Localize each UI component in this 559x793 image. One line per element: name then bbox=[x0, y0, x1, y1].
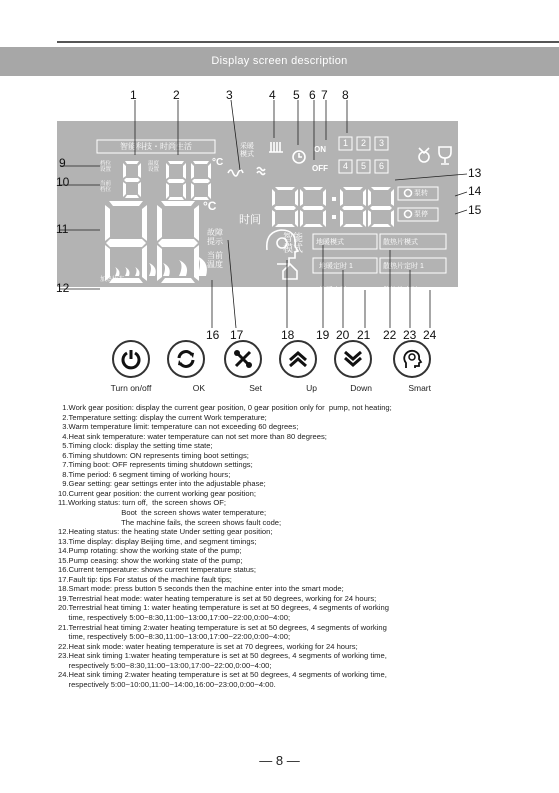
off-label: OFF bbox=[312, 164, 328, 173]
description-item: 16.Current temperature: shows current temperature status; bbox=[58, 565, 256, 575]
pump-rotating-label: 泵转 bbox=[414, 190, 428, 197]
callout-21: 21 bbox=[357, 328, 371, 342]
description-item: The machine fails, the screen shows fault code; bbox=[58, 517, 282, 527]
callout-17: 17 bbox=[230, 328, 244, 342]
set-button[interactable] bbox=[224, 340, 262, 396]
celsius-big: °C bbox=[203, 199, 217, 213]
period-2: 2 bbox=[360, 138, 366, 148]
callout-11: 11 bbox=[56, 222, 69, 236]
time-label: 时间 bbox=[239, 214, 261, 226]
heating-status-label: 加热状态 bbox=[100, 277, 125, 283]
pump-stop-label: 泵停 bbox=[414, 211, 428, 218]
callout-19: 19 bbox=[316, 328, 330, 342]
description-item: time, respectively 5:00~8:30,11:00~13:00,17:00~22:00,0:00~4:00; bbox=[58, 632, 291, 642]
callout-16: 16 bbox=[206, 328, 220, 342]
description-item: 23.Heat sink timing 1:water heating temperature is set at 50 degrees, 4 segments of working time, bbox=[58, 651, 387, 661]
ok-button[interactable] bbox=[167, 340, 205, 396]
turn-on-off-button[interactable] bbox=[112, 340, 150, 396]
on-label: ON bbox=[314, 145, 326, 154]
description-item: 6.Timing shutdown: ON represents timing boot settings; bbox=[58, 450, 249, 460]
callout-15: 15 bbox=[468, 203, 482, 217]
chevron-down-icon bbox=[334, 340, 372, 378]
description-item: Boot the screen shows water temperature; bbox=[58, 508, 267, 518]
power-icon bbox=[112, 340, 150, 378]
callout-24: 24 bbox=[423, 328, 437, 342]
callout-4: 4 bbox=[269, 88, 276, 102]
page-number: — 8 — bbox=[259, 753, 300, 768]
floor-timing-1-label: 地暖定时 1 bbox=[319, 263, 353, 270]
description-item: 5.Timing clock: display the setting time state; bbox=[58, 441, 213, 451]
description-item: 7.Timing boot: OFF represents timing shutdown settings; bbox=[58, 460, 253, 470]
callout-22: 22 bbox=[383, 328, 397, 342]
callout-18: 18 bbox=[281, 328, 295, 342]
tools-icon bbox=[224, 340, 262, 378]
callout-8: 8 bbox=[342, 88, 349, 102]
section-title-banner: Display screen description bbox=[0, 47, 559, 76]
callout-5: 5 bbox=[293, 88, 300, 102]
description-list bbox=[58, 403, 528, 689]
current-gear-label: 当前 档位 bbox=[100, 181, 112, 193]
callout-3: 3 bbox=[226, 88, 233, 102]
description-item: 9.Gear setting: gear settings enter into the adjustable phase; bbox=[58, 479, 266, 489]
heat-sink-timing-1-label: 散热片定时 1 bbox=[383, 263, 424, 270]
ok-label: OK bbox=[192, 383, 205, 393]
floor-timing-2-label: 地暖定时 2 bbox=[319, 287, 353, 294]
description-item: 10.Current gear position: the current working gear position; bbox=[58, 488, 256, 498]
description-item: 17.Fault tip: tips For status of the machine fault tips; bbox=[58, 574, 232, 584]
description-item: 20.Terrestrial heat timing 1: water heating temperature is set at 50 degrees, 4 segments of working bbox=[58, 603, 389, 613]
current-temperature-label: 当前 温度 bbox=[207, 251, 223, 269]
warm-mode-label: 采暖 模式 bbox=[240, 143, 254, 158]
description-item: 11.Working status: turn off, the screen shows OF; bbox=[58, 498, 226, 508]
refresh-icon bbox=[167, 340, 205, 378]
description-item: 18.Smart mode: press button 5 seconds then the machine enter into the smart mode; bbox=[58, 584, 344, 594]
description-item: time, respectively 5:00~8:30,11:00~13:00,17:00~22:00,0:00~4:00; bbox=[58, 613, 291, 623]
callout-12: 12 bbox=[56, 281, 70, 295]
chevron-up-icon bbox=[279, 340, 317, 378]
callout-7: 7 bbox=[321, 88, 328, 102]
description-item: respectively 5:00~10:00,11:00~14:00,16:00~23:00,0:00~4:00. bbox=[58, 679, 276, 689]
set-label: Set bbox=[249, 383, 262, 393]
period-3: 3 bbox=[378, 138, 384, 148]
description-item: 1.Work gear position: display the current gear position, 0 gear position only for pump, not heating; bbox=[58, 403, 392, 412]
floor-heat-mode-label: 地暖模式 bbox=[316, 239, 344, 246]
description-item: 12.Heating status: the heating state Under setting gear position; bbox=[58, 527, 273, 537]
callout-1: 1 bbox=[130, 88, 137, 102]
up-button[interactable] bbox=[279, 340, 317, 396]
heat-sink-timing-2-label: 散热片定时 2 bbox=[383, 287, 424, 294]
description-item: 4.Heat sink temperature: water temperature can not set more than 80 degrees; bbox=[58, 431, 327, 441]
heat-sink-mode-label: 散热片模式 bbox=[383, 239, 418, 246]
smart-button[interactable] bbox=[393, 340, 431, 396]
smart-label: Smart bbox=[408, 383, 431, 393]
description-item: 14.Pump rotating: show the working state of the pump; bbox=[58, 546, 242, 556]
description-item: 24.Heat sink timing 2:water heating temperature is set at 50 degrees, 4 segments of working time, bbox=[58, 670, 387, 680]
description-item: 22.Heat sink mode: water heating temperature is set at 70 degrees, working for 24 hours; bbox=[58, 641, 358, 651]
period-1: 1 bbox=[342, 138, 348, 148]
description-item: 2.Temperature setting: display the current Work temperature; bbox=[58, 412, 267, 422]
description-item: 8.Time period: 6 segment timing of working hours; bbox=[58, 469, 231, 479]
down-button[interactable] bbox=[334, 340, 372, 396]
smart-mode-label: 智能 模式 bbox=[283, 233, 303, 255]
description-item: 13.Time display: display Beijing time, and segment timings; bbox=[58, 536, 257, 546]
callout-10: 10 bbox=[56, 175, 70, 189]
callout-9: 9 bbox=[59, 156, 66, 170]
callout-6: 6 bbox=[309, 88, 316, 102]
fault-tip-label: 故障 提示 bbox=[207, 228, 223, 246]
down-label: Down bbox=[350, 383, 372, 393]
turn-on-off-label: Turn on/off bbox=[110, 383, 152, 393]
callout-14: 14 bbox=[468, 184, 482, 198]
description-item: 19.Terrestrial heat mode: water heating temperature is set at 50 degrees, working for 24 hours; bbox=[58, 593, 377, 603]
callout-13: 13 bbox=[468, 166, 482, 180]
description-item: 21.Terrestrial heat timing 2:water heating temperature is set at 50 degrees, 4 segments of working bbox=[58, 622, 387, 632]
description-item: 15.Pump ceasing: show the working state of the pump; bbox=[58, 555, 243, 565]
gear-position-label: 档位 设置 bbox=[100, 161, 112, 173]
description-item: 3.Warm temperature limit: temperature can not exceeding 60 degrees; bbox=[58, 422, 299, 432]
description-item: respectively 5:00~8:30,11:00~13:00,17:00~22:00,0:00~4:00; bbox=[58, 660, 272, 670]
callout-2: 2 bbox=[173, 88, 180, 102]
callout-23: 23 bbox=[403, 328, 417, 342]
callout-20: 20 bbox=[336, 328, 350, 342]
brain-head-icon bbox=[393, 340, 431, 378]
period-6: 6 bbox=[378, 161, 384, 171]
up-label: Up bbox=[306, 383, 317, 393]
celsius-small: °C bbox=[212, 157, 224, 168]
period-5: 5 bbox=[360, 161, 366, 171]
lcd-top-banner: 智能科技・时尚生活 bbox=[120, 142, 192, 151]
period-4: 4 bbox=[342, 161, 348, 171]
temperature-setting-label: 温度 设置 bbox=[148, 161, 160, 173]
